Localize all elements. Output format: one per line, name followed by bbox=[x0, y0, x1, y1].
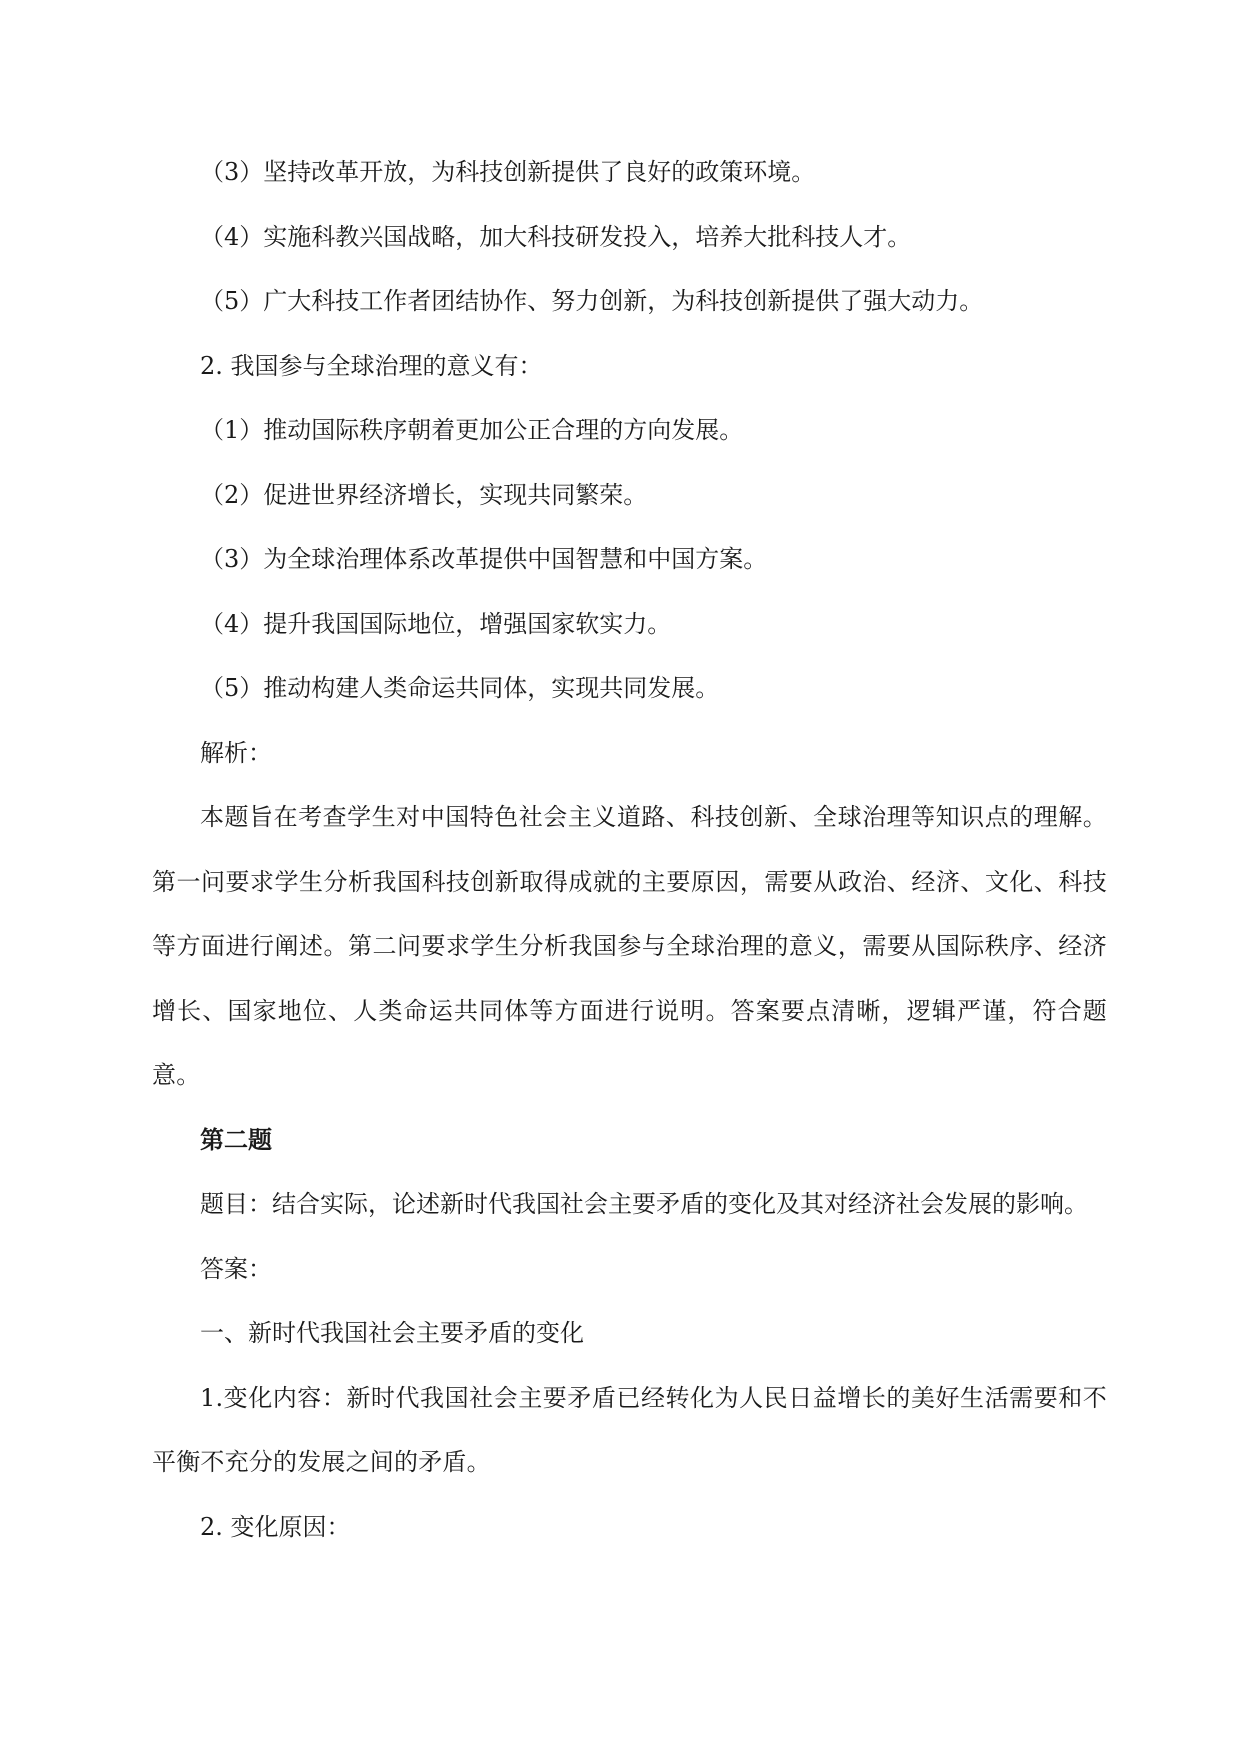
change-content-paragraph: 1.变化内容：新时代我国社会主要矛盾已经转化为人民日益增长的美好生活需要和不平衡不充分的发展之间的矛盾。 bbox=[152, 1383, 1107, 1476]
significance-point-2: （2）促进世界经济增长，实现共同繁荣。 bbox=[200, 480, 648, 509]
answer-label: 答案： bbox=[200, 1254, 272, 1283]
significance-point-1: （1）推动国际秩序朝着更加公正合理的方向发展。 bbox=[200, 416, 744, 444]
section-heading: 第二题 bbox=[200, 1124, 272, 1154]
document-body bbox=[152, 140, 1107, 1559]
significance-point-5: （5）推动构建人类命运共同体，实现共同发展。 bbox=[200, 674, 720, 702]
answer-point-3: （3）坚持改革开放，为科技创新提供了良好的政策环境。 bbox=[200, 158, 816, 186]
question-text: 题目：结合实际，论述新时代我国社会主要矛盾的变化及其对经济社会发展的影响。 bbox=[200, 1190, 1088, 1218]
question-2-heading: 2. 我国参与全球治理的意义有： bbox=[200, 351, 543, 380]
analysis-label: 解析： bbox=[200, 738, 272, 767]
significance-point-4: （4）提升我国国际地位，增强国家软实力。 bbox=[200, 609, 672, 638]
answer-point-5: （5）广大科技工作者团结协作、努力创新，为科技创新提供了强大动力。 bbox=[200, 287, 984, 315]
analysis-paragraph: 本题旨在考查学生对中国特色社会主义道路、科技创新、全球治理等知识点的理解。第一问要求学生分析我国科技创新取得成就的主要原因，需要从政治、经济、文化、科技等方面进行阐述。第二问要求学生分析我国参与全球治理的意义，需要从国际秩序、经济增长、国家地位、人类命运共同体等方面进行说明。答案要点清晰，逻辑严谨，符合题意。 bbox=[152, 803, 1107, 1089]
subsection-heading: 一、新时代我国社会主要矛盾的变化 bbox=[200, 1319, 584, 1347]
significance-point-3: （3）为全球治理体系改革提供中国智慧和中国方案。 bbox=[200, 545, 768, 573]
change-reason-label: 2. 变化原因： bbox=[200, 1512, 351, 1541]
answer-point-4: （4）实施科教兴国战略，加大科技研发投入，培养大批科技人才。 bbox=[200, 222, 912, 251]
